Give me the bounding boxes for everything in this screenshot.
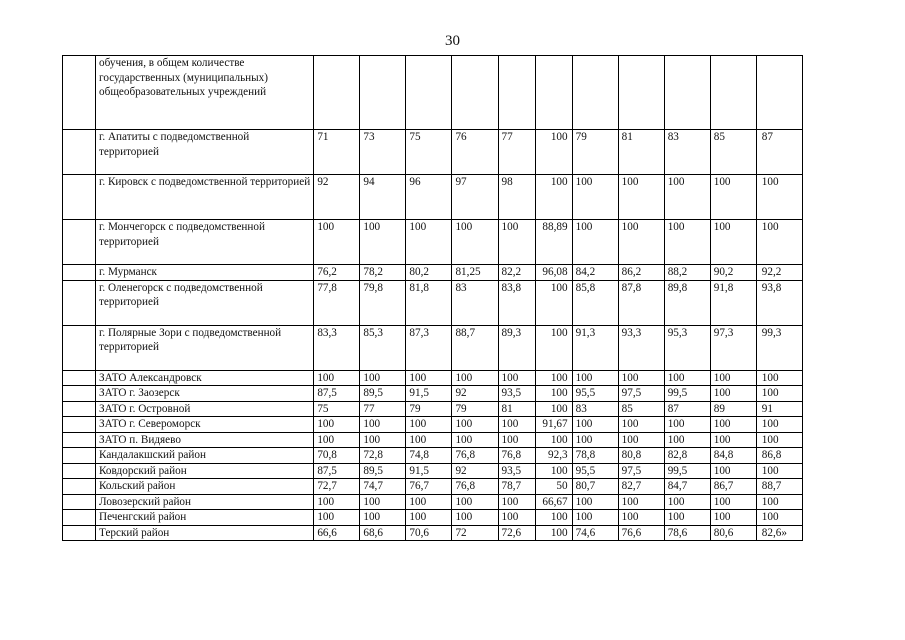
value-cell: 87 <box>664 401 710 417</box>
value-cell: 92 <box>314 175 360 220</box>
value-cell: 100 <box>406 510 452 526</box>
value-cell <box>535 56 572 130</box>
value-cell: 92 <box>452 463 498 479</box>
table-row <box>63 479 803 495</box>
value-cell: 92 <box>452 386 498 402</box>
value-cell: 100 <box>535 432 572 448</box>
value-cell: 82,6» <box>756 525 802 541</box>
table-row <box>63 463 803 479</box>
value-cell: 85 <box>710 130 756 175</box>
value-cell: 72 <box>452 525 498 541</box>
value-cell: 80,6 <box>710 525 756 541</box>
value-cell: 76,8 <box>498 448 535 464</box>
territory-name-cell: Ловозерский район <box>96 494 314 510</box>
value-cell: 83 <box>572 401 618 417</box>
table-row <box>63 220 803 265</box>
value-cell: 93,5 <box>498 463 535 479</box>
row-index-cell <box>63 325 96 370</box>
value-cell: 97 <box>452 175 498 220</box>
row-index-cell <box>63 56 96 130</box>
territory-name-cell: Терский район <box>96 525 314 541</box>
table-row <box>63 432 803 448</box>
row-index-cell <box>63 510 96 526</box>
value-cell: 100 <box>535 130 572 175</box>
value-cell: 86,8 <box>756 448 802 464</box>
value-cell: 100 <box>498 370 535 386</box>
value-cell: 100 <box>360 370 406 386</box>
table-row <box>63 130 803 175</box>
value-cell: 73 <box>360 130 406 175</box>
value-cell: 100 <box>710 494 756 510</box>
value-cell: 100 <box>535 370 572 386</box>
value-cell: 99,5 <box>664 386 710 402</box>
value-cell: 76,8 <box>452 479 498 495</box>
row-index-cell <box>63 175 96 220</box>
table-row <box>63 510 803 526</box>
value-cell: 96 <box>406 175 452 220</box>
value-cell: 88,7 <box>756 479 802 495</box>
value-cell: 100 <box>498 432 535 448</box>
value-cell: 80,8 <box>618 448 664 464</box>
value-cell: 100 <box>535 280 572 325</box>
value-cell: 100 <box>572 417 618 433</box>
value-cell: 100 <box>618 175 664 220</box>
value-cell: 76,6 <box>618 525 664 541</box>
value-cell: 75 <box>406 130 452 175</box>
value-cell: 100 <box>360 220 406 265</box>
value-cell <box>452 56 498 130</box>
value-cell: 100 <box>710 432 756 448</box>
value-cell: 100 <box>360 494 406 510</box>
value-cell <box>498 56 535 130</box>
value-cell: 100 <box>710 463 756 479</box>
territory-name-cell: Ковдорский район <box>96 463 314 479</box>
territory-name-cell: г. Апатиты с подведомственной территорией <box>96 130 314 175</box>
value-cell: 100 <box>406 370 452 386</box>
value-cell: 80,7 <box>572 479 618 495</box>
value-cell: 70,8 <box>314 448 360 464</box>
value-cell: 100 <box>756 463 802 479</box>
value-cell: 91,8 <box>710 280 756 325</box>
value-cell: 100 <box>572 370 618 386</box>
value-cell: 79 <box>406 401 452 417</box>
territory-name-cell: Кольский район <box>96 479 314 495</box>
value-cell: 100 <box>618 370 664 386</box>
value-cell: 100 <box>664 175 710 220</box>
value-cell: 91,5 <box>406 386 452 402</box>
value-cell: 82,8 <box>664 448 710 464</box>
value-cell: 100 <box>664 432 710 448</box>
value-cell: 100 <box>406 220 452 265</box>
value-cell: 76,2 <box>314 265 360 281</box>
value-cell: 100 <box>664 510 710 526</box>
value-cell: 100 <box>498 220 535 265</box>
value-cell: 100 <box>535 510 572 526</box>
value-cell: 83,8 <box>498 280 535 325</box>
row-index-cell <box>63 386 96 402</box>
row-index-cell <box>63 432 96 448</box>
territory-name-cell: ЗАТО п. Видяево <box>96 432 314 448</box>
value-cell: 93,8 <box>756 280 802 325</box>
value-cell: 72,6 <box>498 525 535 541</box>
value-cell: 100 <box>314 417 360 433</box>
value-cell: 100 <box>314 370 360 386</box>
value-cell: 91,3 <box>572 325 618 370</box>
value-cell: 87,5 <box>314 463 360 479</box>
value-cell: 79 <box>572 130 618 175</box>
value-cell: 100 <box>314 432 360 448</box>
value-cell: 92,2 <box>756 265 802 281</box>
territory-name-cell: ЗАТО Александровск <box>96 370 314 386</box>
table-row <box>63 525 803 541</box>
value-cell <box>314 56 360 130</box>
value-cell: 76,7 <box>406 479 452 495</box>
value-cell: 91,5 <box>406 463 452 479</box>
territory-name-cell: г. Мурманск <box>96 265 314 281</box>
value-cell: 100 <box>756 386 802 402</box>
value-cell: 86,2 <box>618 265 664 281</box>
value-cell: 100 <box>535 401 572 417</box>
value-cell <box>710 56 756 130</box>
value-cell: 70,6 <box>406 525 452 541</box>
value-cell: 78,7 <box>498 479 535 495</box>
territory-name-cell: г. Кировск с подведомственной территорией <box>96 175 314 220</box>
value-cell: 100 <box>756 432 802 448</box>
table-row <box>63 386 803 402</box>
value-cell: 100 <box>710 220 756 265</box>
value-cell: 86,7 <box>710 479 756 495</box>
value-cell: 76,8 <box>452 448 498 464</box>
value-cell: 96,08 <box>535 265 572 281</box>
value-cell: 100 <box>535 325 572 370</box>
table-row <box>63 325 803 370</box>
value-cell: 87,8 <box>618 280 664 325</box>
value-cell: 68,6 <box>360 525 406 541</box>
value-cell <box>618 56 664 130</box>
value-cell: 93,3 <box>618 325 664 370</box>
value-cell: 100 <box>498 510 535 526</box>
value-cell: 100 <box>572 494 618 510</box>
value-cell: 84,7 <box>664 479 710 495</box>
value-cell: 95,5 <box>572 463 618 479</box>
value-cell: 72,7 <box>314 479 360 495</box>
value-cell: 100 <box>360 510 406 526</box>
value-cell: 100 <box>572 510 618 526</box>
table-row <box>63 494 803 510</box>
value-cell <box>572 56 618 130</box>
value-cell: 100 <box>314 220 360 265</box>
value-cell: 79 <box>452 401 498 417</box>
value-cell: 89,5 <box>360 386 406 402</box>
value-cell: 97,5 <box>618 463 664 479</box>
value-cell: 99,3 <box>756 325 802 370</box>
value-cell: 100 <box>710 175 756 220</box>
row-index-cell <box>63 417 96 433</box>
value-cell: 100 <box>535 386 572 402</box>
value-cell: 82,7 <box>618 479 664 495</box>
value-cell: 100 <box>314 494 360 510</box>
value-cell: 82,2 <box>498 265 535 281</box>
value-cell: 87,5 <box>314 386 360 402</box>
value-cell: 98 <box>498 175 535 220</box>
value-cell: 81,25 <box>452 265 498 281</box>
value-cell: 100 <box>618 432 664 448</box>
value-cell: 88,7 <box>452 325 498 370</box>
value-cell: 100 <box>756 220 802 265</box>
territory-name-cell: г. Полярные Зори с подведомственной территорией <box>96 325 314 370</box>
value-cell: 95,3 <box>664 325 710 370</box>
row-index-cell <box>63 525 96 541</box>
value-cell: 100 <box>406 432 452 448</box>
value-cell: 81,8 <box>406 280 452 325</box>
value-cell <box>360 56 406 130</box>
value-cell: 100 <box>710 417 756 433</box>
value-cell: 100 <box>710 370 756 386</box>
value-cell: 85,3 <box>360 325 406 370</box>
territory-name-cell: г. Оленегорск с подведомственной территорией <box>96 280 314 325</box>
value-cell: 100 <box>756 494 802 510</box>
value-cell: 87 <box>756 130 802 175</box>
value-cell: 99,5 <box>664 463 710 479</box>
value-cell: 66,6 <box>314 525 360 541</box>
table-row <box>63 56 803 130</box>
value-cell: 100 <box>710 386 756 402</box>
row-index-cell <box>63 370 96 386</box>
value-cell: 89,8 <box>664 280 710 325</box>
value-cell: 66,67 <box>535 494 572 510</box>
value-cell: 100 <box>664 220 710 265</box>
row-index-cell <box>63 479 96 495</box>
value-cell: 76 <box>452 130 498 175</box>
value-cell: 100 <box>618 417 664 433</box>
value-cell: 100 <box>572 220 618 265</box>
value-cell: 85,8 <box>572 280 618 325</box>
value-cell: 100 <box>572 432 618 448</box>
value-cell: 100 <box>572 175 618 220</box>
table-row <box>63 280 803 325</box>
value-cell: 100 <box>535 525 572 541</box>
value-cell: 100 <box>452 417 498 433</box>
page-number: 30 <box>445 33 460 49</box>
territory-name-cell: Кандалакшский район <box>96 448 314 464</box>
value-cell: 100 <box>498 417 535 433</box>
row-index-cell <box>63 280 96 325</box>
value-cell: 83,3 <box>314 325 360 370</box>
value-cell: 100 <box>314 510 360 526</box>
value-cell: 83 <box>452 280 498 325</box>
value-cell: 100 <box>535 175 572 220</box>
value-cell: 87,3 <box>406 325 452 370</box>
value-cell: 100 <box>618 510 664 526</box>
row-index-cell <box>63 130 96 175</box>
value-cell: 100 <box>664 370 710 386</box>
value-cell: 72,8 <box>360 448 406 464</box>
value-cell: 71 <box>314 130 360 175</box>
value-cell: 100 <box>756 175 802 220</box>
territory-name-cell: обучения, в общем количестве государственных (муниципальных) общеобразовательных учреждений <box>96 56 314 130</box>
territory-name-cell: ЗАТО г. Заозерск <box>96 386 314 402</box>
value-cell: 100 <box>710 510 756 526</box>
value-cell: 100 <box>618 220 664 265</box>
value-cell: 83 <box>664 130 710 175</box>
row-index-cell <box>63 265 96 281</box>
value-cell: 78,6 <box>664 525 710 541</box>
value-cell: 100 <box>452 220 498 265</box>
value-cell: 77 <box>360 401 406 417</box>
value-cell <box>664 56 710 130</box>
table-row <box>63 370 803 386</box>
value-cell: 89,5 <box>360 463 406 479</box>
value-cell: 75 <box>314 401 360 417</box>
value-cell: 78,2 <box>360 265 406 281</box>
row-index-cell <box>63 401 96 417</box>
value-cell: 74,6 <box>572 525 618 541</box>
row-index-cell <box>63 494 96 510</box>
value-cell: 81 <box>618 130 664 175</box>
value-cell: 100 <box>452 432 498 448</box>
table-row <box>63 265 803 281</box>
value-cell: 50 <box>535 479 572 495</box>
value-cell <box>756 56 802 130</box>
value-cell: 84,8 <box>710 448 756 464</box>
value-cell: 100 <box>498 494 535 510</box>
value-cell: 100 <box>452 510 498 526</box>
table-row <box>63 175 803 220</box>
value-cell: 89 <box>710 401 756 417</box>
value-cell: 100 <box>756 417 802 433</box>
value-cell: 100 <box>756 370 802 386</box>
territory-name-cell: Печенгский район <box>96 510 314 526</box>
territory-name-cell: ЗАТО г. Североморск <box>96 417 314 433</box>
value-cell: 100 <box>452 494 498 510</box>
value-cell: 88,2 <box>664 265 710 281</box>
value-cell: 77,8 <box>314 280 360 325</box>
value-cell: 78,8 <box>572 448 618 464</box>
value-cell: 85 <box>618 401 664 417</box>
value-cell: 81 <box>498 401 535 417</box>
table-row <box>63 401 803 417</box>
row-index-cell <box>63 448 96 464</box>
value-cell: 91 <box>756 401 802 417</box>
value-cell: 93,5 <box>498 386 535 402</box>
territory-name-cell: г. Мончегорск с подведомственной территорией <box>96 220 314 265</box>
row-index-cell <box>63 463 96 479</box>
value-cell: 100 <box>664 417 710 433</box>
table-body <box>63 56 803 541</box>
value-cell: 79,8 <box>360 280 406 325</box>
table-row <box>63 417 803 433</box>
value-cell: 80,2 <box>406 265 452 281</box>
value-cell: 100 <box>756 510 802 526</box>
value-cell: 74,7 <box>360 479 406 495</box>
value-cell: 100 <box>664 494 710 510</box>
value-cell: 100 <box>406 494 452 510</box>
value-cell: 89,3 <box>498 325 535 370</box>
value-cell: 95,5 <box>572 386 618 402</box>
value-cell: 91,67 <box>535 417 572 433</box>
value-cell: 97,5 <box>618 386 664 402</box>
row-index-cell <box>63 220 96 265</box>
value-cell: 100 <box>360 432 406 448</box>
table-row <box>63 448 803 464</box>
value-cell: 97,3 <box>710 325 756 370</box>
value-cell: 100 <box>360 417 406 433</box>
value-cell: 90,2 <box>710 265 756 281</box>
value-cell: 100 <box>406 417 452 433</box>
territory-name-cell: ЗАТО г. Островной <box>96 401 314 417</box>
value-cell: 88,89 <box>535 220 572 265</box>
value-cell: 94 <box>360 175 406 220</box>
value-cell: 100 <box>452 370 498 386</box>
value-cell: 100 <box>535 463 572 479</box>
value-cell <box>406 56 452 130</box>
value-cell: 100 <box>618 494 664 510</box>
value-cell: 84,2 <box>572 265 618 281</box>
value-cell: 92,3 <box>535 448 572 464</box>
value-cell: 74,8 <box>406 448 452 464</box>
indicator-table <box>62 55 803 541</box>
value-cell: 77 <box>498 130 535 175</box>
